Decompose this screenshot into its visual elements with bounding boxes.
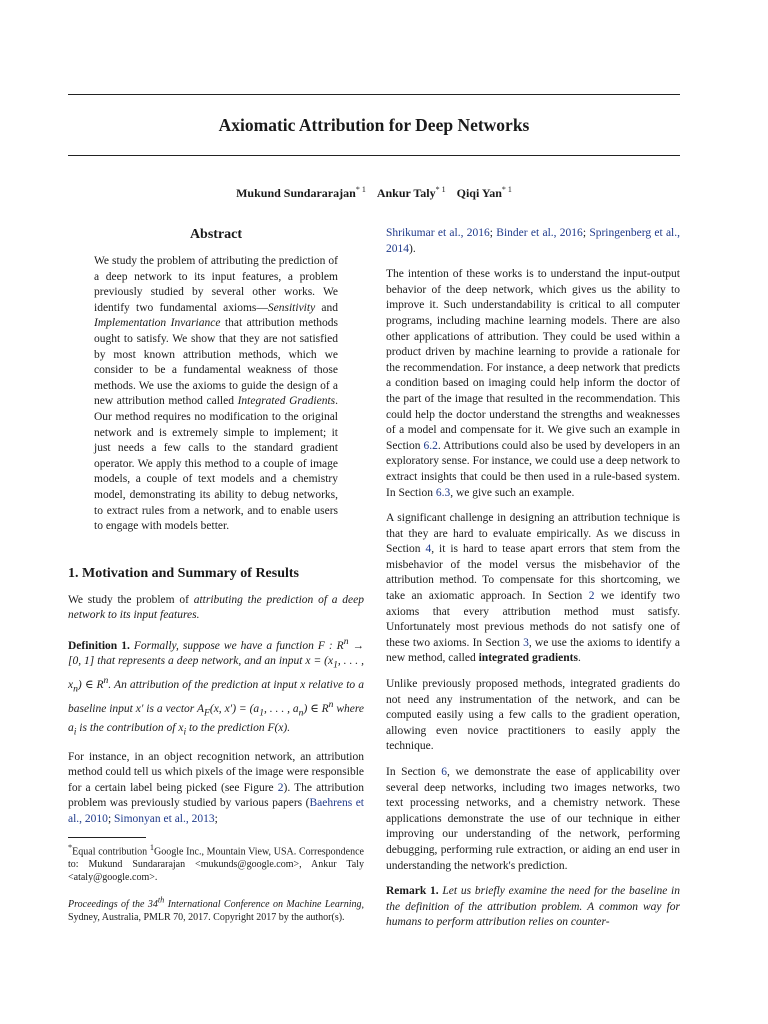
citation-continuation: Shrikumar et al., 2016; Binder et al., 2016; Springenberg et al., 2014). — [386, 227, 680, 255]
top-rule — [68, 94, 680, 95]
left-column — [68, 222, 364, 924]
citation-link[interactable]: Shrikumar et al., 2016 — [386, 227, 490, 239]
footnote-rule — [68, 837, 146, 838]
section-link[interactable]: 4 — [425, 543, 432, 556]
section-link[interactable]: 6 — [441, 766, 448, 778]
figure-link[interactable]: 2 — [277, 781, 284, 794]
section-paragraph: For instance, in an object recognition network, an attribution method could tell us which pixels of the image were responsible for a certain label being picked (see Figure 2). The attribution problem was previously studied by various papers (Baehrens et al., 2010; Simonyan et al., 2013; — [68, 750, 364, 825]
section-intro: We study the problem of attributing the prediction of a deep network to its input features. — [68, 593, 364, 622]
footnote: *Equal contribution $^1$Google Inc., Mountain View, USA. Correspondence to: Mukund Sundararajan <mukunds@google.com>, Ankur Taly <ataly@google.com>. — [68, 843, 364, 883]
citation-link[interactable]: Binder et al., 2016 — [496, 227, 583, 239]
section-link[interactable]: 6.3 — [435, 486, 451, 499]
author-list — [68, 183, 680, 200]
paragraph-applications: In Section 6, we demonstrate the ease of applicability over several deep networks, including two images networks, two text processing networks, and a chemistry network. These applications demonstrate the use of our technique in either improving our understanding of the network, performing debugging, performing rule extraction, or aiding an end user in understanding the network's prediction. — [386, 766, 680, 872]
definition-1: Definition 1. Formally, suppose we have a function F : $R^n \to [0$, 1] that represents a deep network, and an input $x = (x_1$, . . . , $x_n$) ∈ $R^n$. An attribution of the prediction at input x relative to a baseline input x′ is a vector $A_F(x$, $x') = (a_1$, . . . , $a_n$) ∈ $R^n$ where $a_i$ is the contribution of $x_i$ to the prediction F(x). — [68, 635, 365, 737]
section-link[interactable]: 6.2 — [423, 439, 438, 452]
proceedings-note: Proceedings of the 34th International Conference on Machine Learning, Sydney, Australia, PMLR 70, 2017. Copyright 2017 by the author(s). — [68, 895, 364, 923]
citation-link[interactable]: Springenberg et al., 2014 — [386, 227, 680, 255]
paragraph-unlike: Unlike previously proposed methods, integrated gradients do not need any instrumentation of the network, and can be computed easily using a few calls to the gradient operation, allowing even novice practitioners to easily apply the technique. — [386, 678, 680, 753]
paragraph-challenge: A significant challenge in designing an attribution technique is that they are hard to evaluate empirically. As we discuss in Section 4, it is hard to tease apart errors that stem from the misbehavior of the model versus the misbehavior of the attribution method. To compensate for this shortcoming, we take an axiomatic approach. In Section 2 we identify two axioms that every attribution method must satisfy. Unfortunately most previous methods do not satisfy one of these two axioms. In Section 3, we use the axioms to identify a new method, called integrated gradients. — [386, 512, 680, 665]
section-heading: 1. Motivation and Summary of Results — [68, 565, 300, 581]
citation-link[interactable]: Simonyan et al., 2013 — [114, 812, 215, 825]
title-bottom-rule — [68, 155, 680, 156]
paper-title: Axiomatic Attribution for Deep Networks — [218, 115, 530, 135]
right-column — [386, 226, 680, 941]
author: Mukund Sundararajan$^{* 1}$ — [236, 185, 366, 200]
remark-1: Remark 1. Let us briefly examine the need for the baseline in the definition of the attribution problem. A common way for humans to perform attribution relies on counter- — [386, 885, 681, 929]
section-link[interactable]: 2 — [588, 590, 595, 603]
citation-link[interactable]: Baehrens et al., 2010 — [68, 797, 364, 825]
author: Ankur Taly$^{* 1}$ — [376, 185, 446, 200]
abstract-heading: Abstract — [189, 227, 243, 242]
section-link[interactable]: 3 — [523, 636, 529, 649]
abstract-text: We study the problem of attributing the prediction of a deep network to its input features, a problem previously studied by several other works. We identify two fundamental axioms—Sensitivity and Implementation Invariance that attribution methods ought to satisfy. We show that they are not satisfied by most known attribution methods, which we consider to be a fundamental weakness of those methods. We use the axioms to guide the design of a new attribution method called Integrated Gradients. Our method requires no modification to the original network and is extremely simple to implement; it just needs a few calls to the standard gradient operator. We apply this method to a couple of image models, a couple of text models and a chemistry model, demonstrating its ability to debug networks, to extract rules from a network, and to enable users to engage with models better. — [94, 255, 339, 533]
paragraph-intention: The intention of these works is to understand the input-output behavior of the deep network, which gives us the ability to improve it. Such understandability is critical to all computer programs, including machine learning models. There are also other applications of attribution. They could be used within a product driven by machine learning to provide a rationale for the recommendation. For instance, a deep network that predicts a condition based on imaging could help inform the doctor of the part of the image that resulted in the recommendation. This could help the doctor understand the strengths and weaknesses of a model and compensate for it. We give such an example in Section 6.2. Attributions could also be used by developers in an exploratory sense. For instance, we could use a deep network to extract insights that could be then used in a rule-based system. In Section 6.3, we give such an example. — [386, 268, 680, 499]
author: Qiqi Yan$^{* 1}$ — [456, 185, 512, 200]
